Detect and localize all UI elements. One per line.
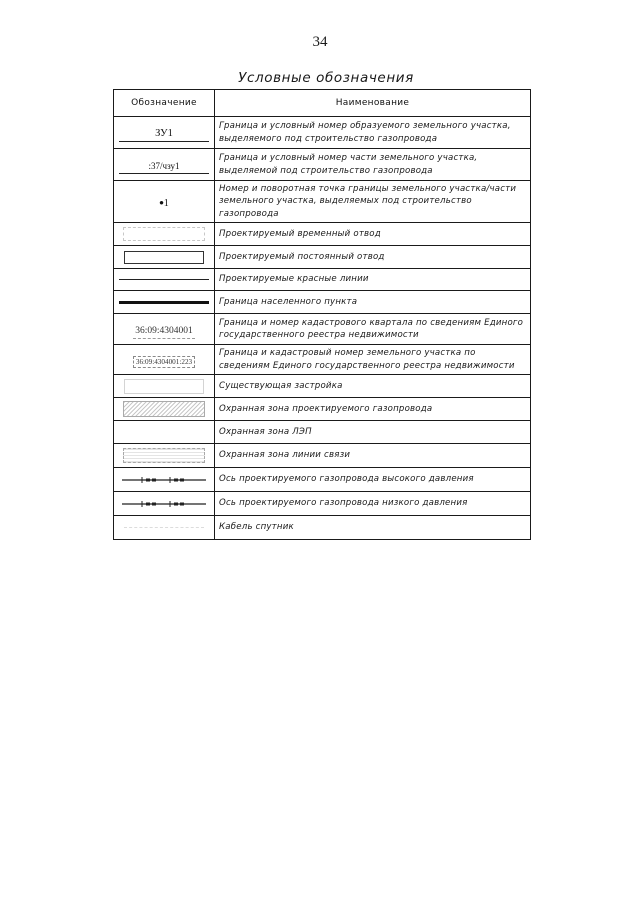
turn-point-marker: •1 [159, 194, 169, 210]
name-cell: Охранная зона ЛЭП [215, 421, 531, 444]
name-cell: Ось проектируемого газопровода низкого давления [215, 492, 531, 516]
legend-row-settlement-boundary [114, 291, 531, 314]
legend-row-satellite-cable [114, 516, 531, 540]
legend-row-low-pressure-gas [114, 492, 531, 516]
legend-row-parcel-boundary [114, 117, 531, 149]
symbol-cadastral-parcel [114, 345, 215, 375]
dashed-rectangle-icon [123, 227, 205, 241]
name-cell: Кабель спутник [215, 516, 531, 540]
dotted-rectangle-icon [123, 448, 205, 463]
hatched-rectangle-icon [123, 401, 205, 417]
name-cell: Граница и номер кадастрового квартала по сведениям Единого государственного реестра недвижимости [215, 314, 531, 345]
thin-line-icon [119, 279, 209, 280]
legend-row-temporary-allotment [114, 223, 531, 246]
legend-row-gas-protection-zone [114, 398, 531, 421]
symbol-communication-line-zone [114, 444, 215, 468]
faint-dashed-line-icon [124, 527, 204, 528]
symbol-power-line-zone [114, 421, 215, 444]
symbol-text: ЗУ1 [119, 127, 209, 142]
name-cell: Номер и поворотная точка границы земельного участка/части земельного участка, выделяемых под строительство газопровода [215, 181, 531, 223]
symbol-text: 36:09:4304001:223 [133, 356, 195, 368]
legend-row-existing-buildings [114, 375, 531, 398]
symbol-text: :37/чзу1 [119, 160, 209, 174]
gas-pipeline-low-icon [122, 499, 206, 509]
symbol-existing-buildings [114, 375, 215, 398]
symbol-cadastral-quarter [114, 314, 215, 345]
name-cell: Граница населенного пункта [215, 291, 531, 314]
symbol-parcel-part [114, 149, 215, 181]
name-cell: Ось проектируемого газопровода высокого давления [215, 468, 531, 492]
symbol-permanent-allotment [114, 246, 215, 269]
gas-pipeline-high-icon [122, 475, 206, 485]
name-cell: Существующая застройка [215, 375, 531, 398]
legend-header-row [114, 90, 531, 117]
symbol-gas-protection-zone [114, 398, 215, 421]
name-cell: Граница и условный номер части земельного участка, выделяемой под строительство газопровода [215, 149, 531, 181]
symbol-high-pressure-gas [114, 468, 215, 492]
legend-row-cadastral-quarter [114, 314, 531, 345]
name-cell: Проектируемый временный отвод [215, 223, 531, 246]
legend-row-cadastral-parcel [114, 345, 531, 375]
symbol-temporary-allotment [114, 223, 215, 246]
legend-row-red-lines [114, 269, 531, 291]
header-name: Наименование [215, 90, 531, 117]
symbol-settlement-boundary [114, 291, 215, 314]
name-cell: Проектируемые красные линии [215, 269, 531, 291]
solid-rectangle-icon [124, 251, 204, 264]
page-number: 34 [312, 34, 328, 50]
legend-row-high-pressure-gas [114, 468, 531, 492]
header-symbol: Обозначение [114, 90, 215, 117]
legend-row-turn-point [114, 181, 531, 223]
name-cell: Охранная зона линии связи [215, 444, 531, 468]
name-cell: Проектируемый постоянный отвод [215, 246, 531, 269]
name-cell: Охранная зона проектируемого газопровода [215, 398, 531, 421]
symbol-low-pressure-gas [114, 492, 215, 516]
legend-row-parcel-part [114, 149, 531, 181]
symbol-satellite-cable [114, 516, 215, 540]
building-rectangle-icon [124, 379, 204, 394]
legend-row-communication-line-zone [114, 444, 531, 468]
legend-table [113, 89, 531, 540]
name-cell: Граница и кадастровый номер земельного участка по сведениям Единого государственного реестра недвижимости [215, 345, 531, 375]
symbol-text: 36:09:4304001 [133, 325, 195, 339]
legend-row-permanent-allotment [114, 246, 531, 269]
symbol-turn-point [114, 181, 215, 223]
symbol-parcel-boundary [114, 117, 215, 149]
name-cell: Граница и условный номер образуемого земельного участка, выделяемого под строительство газопровода [215, 117, 531, 149]
symbol-text: 1 [163, 197, 169, 209]
page-title: Условные обозначения [238, 70, 414, 86]
symbol-red-lines [114, 269, 215, 291]
thick-line-icon [119, 301, 209, 304]
legend-row-power-line-zone [114, 421, 531, 444]
